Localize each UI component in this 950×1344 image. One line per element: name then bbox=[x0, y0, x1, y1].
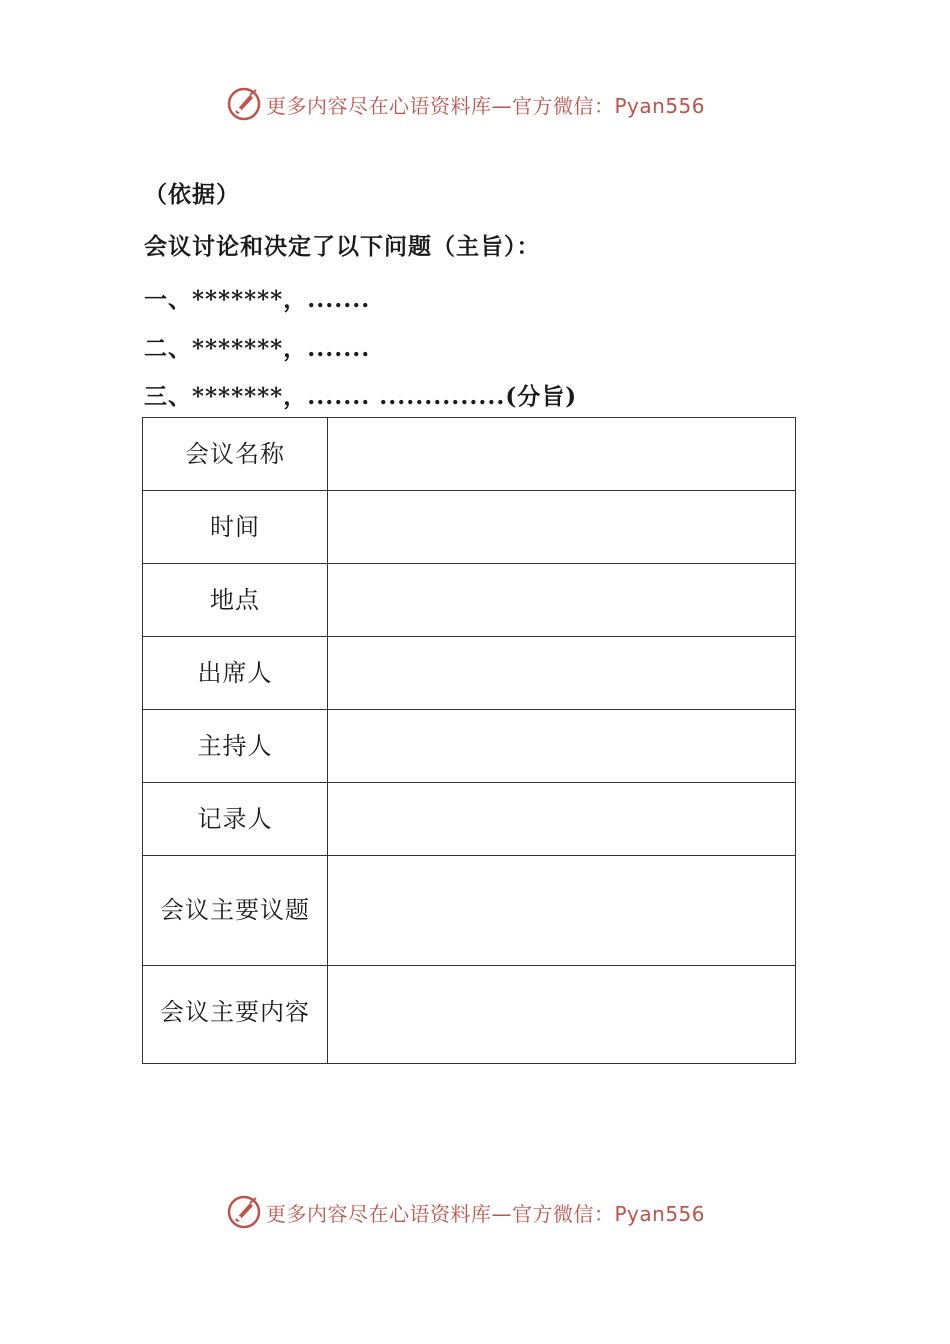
time-value bbox=[328, 491, 796, 564]
host-label: 主持人 bbox=[143, 710, 328, 783]
quill-logo-icon bbox=[226, 86, 262, 122]
decision-intro-line: 会议讨论和决定了以下问题（主旨）： bbox=[144, 233, 541, 260]
quill-logo-icon bbox=[226, 1194, 262, 1230]
table-row bbox=[143, 564, 796, 637]
attendees-value bbox=[328, 637, 796, 710]
table-row bbox=[143, 418, 796, 491]
host-value bbox=[328, 710, 796, 783]
footer-watermark bbox=[226, 1192, 705, 1232]
meeting-name-value bbox=[328, 418, 796, 491]
meeting-record-table bbox=[142, 417, 796, 1064]
header-watermark bbox=[226, 84, 705, 124]
main-content-label: 会议主要内容 bbox=[143, 966, 328, 1064]
location-label: 地点 bbox=[143, 564, 328, 637]
recorder-value bbox=[328, 783, 796, 856]
basis-line: （依据） bbox=[144, 181, 240, 208]
main-content-value bbox=[328, 966, 796, 1064]
attendees-label: 出席人 bbox=[143, 637, 328, 710]
recorder-label: 记录人 bbox=[143, 783, 328, 856]
main-topics-value bbox=[328, 856, 796, 966]
table-row bbox=[143, 856, 796, 966]
table-row bbox=[143, 710, 796, 783]
item-one-line: 一、*******，....... bbox=[144, 286, 371, 313]
location-value bbox=[328, 564, 796, 637]
meeting-name-label: 会议名称 bbox=[143, 418, 328, 491]
table-row bbox=[143, 966, 796, 1064]
watermark-text: 更多内容尽在心语资料库—官方微信：Pyan556 bbox=[266, 93, 706, 118]
table-row bbox=[143, 783, 796, 856]
main-topics-label: 会议主要议题 bbox=[143, 856, 328, 966]
watermark-text: 更多内容尽在心语资料库—官方微信：Pyan556 bbox=[266, 1201, 706, 1226]
time-label: 时间 bbox=[143, 491, 328, 564]
table-row bbox=[143, 491, 796, 564]
table-row bbox=[143, 637, 796, 710]
item-two-line: 二、*******，....... bbox=[144, 335, 371, 362]
item-three-line: 三、*******，....... ..............(分旨) bbox=[144, 383, 578, 410]
